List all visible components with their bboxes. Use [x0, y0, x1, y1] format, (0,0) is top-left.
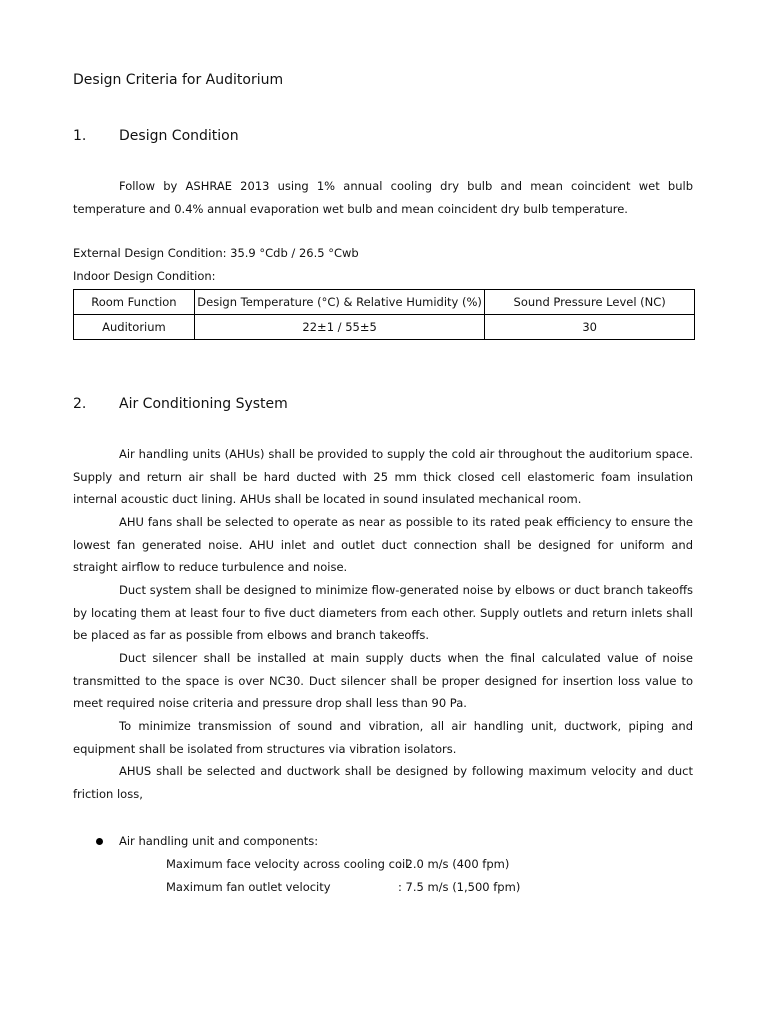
- spec-item-value: : 2.0 m/s (400 fpm): [398, 857, 510, 871]
- section-1-paragraph: Follow by ASHRAE 2013 using 1% annual cooling dry bulb and mean coincident wet bulb temperature and 0.4% annual evaporation wet bulb and mean coincident dry bulb temperature.: [73, 179, 693, 216]
- section-1-title: Design Condition: [119, 128, 239, 144]
- table-header-row: [74, 290, 695, 315]
- spec-item-name: Maximum face velocity across cooling coil: [166, 857, 409, 871]
- table-cell: 30: [485, 315, 695, 340]
- paragraph-velocity: AHUS shall be selected and ductwork shall be designed by following maximum velocity and duct friction loss,: [73, 764, 693, 801]
- external-design-condition: External Design Condition: 35.9 °Cdb / 26.5 °Cwb: [73, 246, 359, 260]
- table-header-cell: Design Temperature (°C) & Relative Humidity (%): [194, 290, 484, 315]
- spec-item-value: : 7.5 m/s (1,500 fpm): [398, 880, 521, 894]
- table-header-cell: Sound Pressure Level (NC): [485, 290, 695, 315]
- paragraph-duct-system: Duct system shall be designed to minimize flow-generated noise by elbows or duct branch takeoffs by locating them at least four to five duct diameters from each other. Supply outlets and return inlets shall be placed as far as possible from elbows and branch takeoffs.: [73, 583, 693, 642]
- section-2-number: 2.: [73, 396, 87, 412]
- table-cell: 22±1 / 55±5: [194, 315, 484, 340]
- section-2-title: Air Conditioning System: [119, 396, 288, 412]
- document-title: Design Criteria for Auditorium: [73, 72, 284, 88]
- bullet-dot-icon: [96, 838, 103, 845]
- bullet-label: Air handling unit and components:: [119, 834, 319, 848]
- spec-item-name: Maximum fan outlet velocity: [166, 880, 331, 894]
- indoor-design-condition-label: Indoor Design Condition:: [73, 269, 216, 283]
- paragraph-duct-silencer: Duct silencer shall be installed at main supply ducts when the final calculated value of noise transmitted to the space is over NC30. Duct silencer shall be proper designed for insertion loss value to meet required noise criteria and pressure drop shall less than 90 Pa.: [73, 651, 693, 710]
- design-condition-table: [73, 289, 695, 340]
- paragraph-ahu-supply: Air handling units (AHUs) shall be provided to supply the cold air throughout the auditorium space. Supply and return air shall be hard ducted with 25 mm thick closed cell elastomeric foam insulation internal acoustic duct lining. AHUs shall be located in sound insulated mechanical room.: [73, 447, 693, 506]
- table-cell: Auditorium: [74, 315, 195, 340]
- table-row: [74, 315, 695, 340]
- table-header-cell: Room Function: [74, 290, 195, 315]
- paragraph-ahu-fans: AHU fans shall be selected to operate as near as possible to its rated peak efficiency to ensure the lowest fan generated noise. AHU inlet and outlet duct connection shall be designed for uniform and straight airflow to reduce turbulence and noise.: [73, 515, 693, 574]
- paragraph-vibration: To minimize transmission of sound and vibration, all air handling unit, ductwork, piping and equipment shall be isolated from structures via vibration isolators.: [73, 719, 693, 756]
- section-1-number: 1.: [73, 128, 87, 144]
